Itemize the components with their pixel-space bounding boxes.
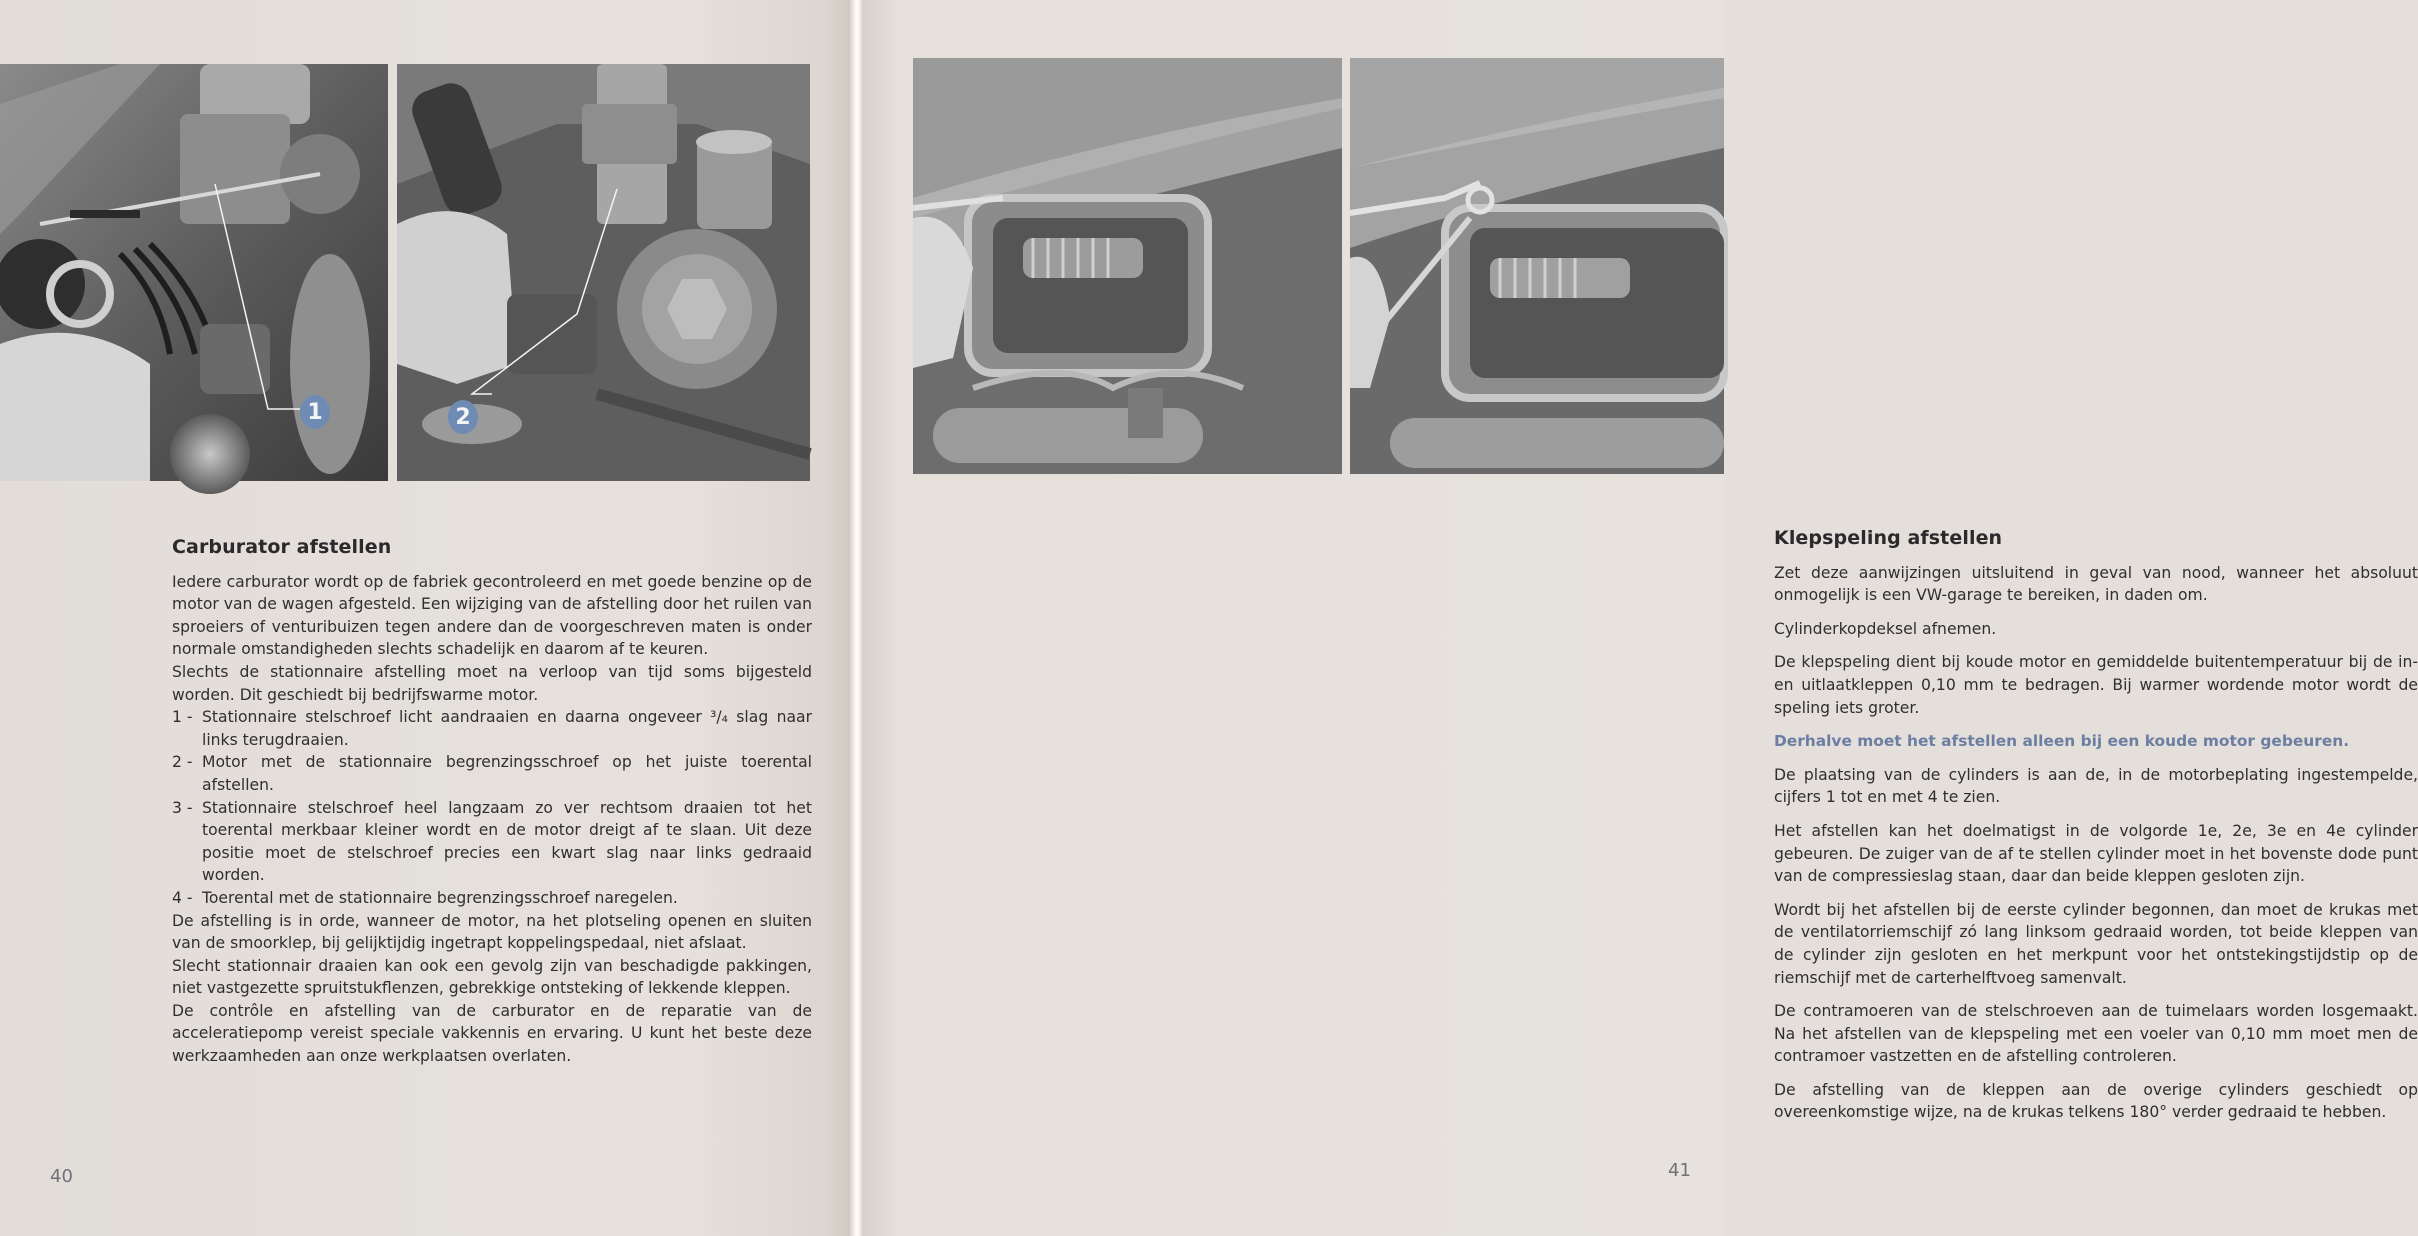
paragraph: De plaatsing van de cylinders is aan de, in de motorbeplating ingestempelde, cijfers 1 tot en met 4 te zien.: [1774, 765, 2418, 807]
section-heading: Carburator afstellen: [172, 536, 392, 558]
paragraph: De afstelling is in orde, wanneer de motor, na het plotseling openen en sluiten van de smoorklep, bij gelijktijdig ingetrapt koppelingspedaal, niet afslaat.: [172, 911, 812, 953]
step-text: Stationnaire stelschroef heel langzaam zo ver rechtsom draaien tot het toerental merkbaar kleiner wordt en de motor dreigt af te slaan. Uit deze positie moet de stelschroef precies een kwart slag naar links gedraaid worden.: [202, 798, 812, 885]
section-heading: Klepspeling afstellen: [1774, 527, 2003, 549]
engine-illustration: [0, 64, 388, 481]
step-item: [172, 887, 812, 910]
step-text: Motor met de stationnaire begrenzingsschroef op het juiste toerental afstellen.: [202, 753, 812, 794]
highlight-note: Derhalve moet het afstellen alleen bij een koude motor gebeuren.: [1774, 732, 2350, 751]
paragraph: Iedere carburator wordt op de fabriek gecontroleerd en met goede benzine op de motor van de wagen afgesteld. Een wijziging van de afstelling door het ruilen van sproeiers of venturibuizen tegen andere dan de voorgeschreven maten is onder normale omstandigheden slechts schadelijk en daarom af te keuren.: [172, 572, 812, 659]
photo-valve-adjust-right: [1350, 58, 1724, 474]
paragraph: Cylinderkopdeksel afnemen.: [1774, 619, 1997, 638]
paragraph: Wordt bij het afstellen bij de eerste cylinder begonnen, dan moet de krukas met de ventilatorriemschijf zó lang linksom gedraaid worden, tot beide kleppen van de cylinder zijn gesloten en het merkpunt voor het ontstekingstijdstip op de riemschijf met de carterhelftvoeg samenvalt.: [1774, 900, 2418, 987]
page-number-right: 41: [1668, 1160, 1691, 1181]
paragraph: De afstelling van de kleppen aan de overige cylinders geschiedt op overeenkomstige wijze, na de krukas telkens 180° verder gedraaid te hebben.: [1774, 1080, 2418, 1122]
step-number: 3 -: [172, 798, 193, 817]
callout-badge-2: [448, 400, 478, 434]
valve-clearance-section: [1774, 527, 2418, 1135]
photo-carburetor-left: [0, 64, 388, 481]
callout-badge-1: [300, 395, 330, 429]
step-number: 1 -: [172, 708, 193, 727]
right-page: [862, 0, 2418, 1236]
step-number: 2 -: [172, 753, 193, 772]
callout-number: 1: [307, 399, 323, 425]
paragraph: Slecht stationnair draaien kan ook een gevolg zijn van beschadigde pakkingen, niet vastgezette spruitstukflenzen, gebrekkige ontsteking of lekkende kleppen.: [172, 956, 812, 998]
step-number: 4 -: [172, 888, 193, 907]
valve-illustration: [1350, 58, 1724, 474]
paragraph: De klepspeling dient bij koude motor en gemiddelde buitentemperatuur bij de in- en uitlaatkleppen 0,10 mm te bedragen. Bij warmer wordende motor wordt de speling iets groter.: [1774, 653, 2418, 717]
left-page: [0, 0, 852, 1236]
step-text: Stationnaire stelschroef licht aandraaien en daarna ongeveer ³/₄ slag naar links terugdraaien.: [202, 708, 812, 749]
paragraph: De contrôle en afstelling van de carburator en de reparatie van de acceleratiepomp vereist speciale vakkennis en ervaring. U kunt het beste deze werkzaamheden aan onze werkplaatsen overlaten.: [172, 1001, 812, 1066]
callout-number: 2: [455, 404, 471, 430]
step-item: [172, 751, 812, 796]
paragraph: Het afstellen kan het doelmatigst in de volgorde 1e, 2e, 3e en 4e cylinder gebeuren. De zuiger van de af te stellen cylinder moet in het bovenste dode punt van de compressieslag staan, daar dan beide kleppen gesloten zijn.: [1774, 821, 2418, 886]
valve-illustration: [913, 58, 1342, 474]
paragraph: De contramoeren van de stelschroeven aan de tuimelaars worden losgemaakt. Na het afstellen van de klepspeling met een voeler van 0,10 mm moet men de contramoer vastzetten en de afstelling controleren.: [1774, 1002, 2418, 1066]
step-item: [172, 797, 812, 887]
photo-valve-adjust-left: [913, 58, 1342, 474]
paragraph: Slechts de stationnaire afstelling moet na verloop van tijd soms bijgesteld worden. Dit geschiedt bij bedrijfswarme motor.: [172, 662, 812, 704]
step-text: Toerental met de stationnaire begrenzingsschroef naregelen.: [202, 888, 678, 907]
step-item: [172, 706, 812, 751]
paragraph: Zet deze aanwijzingen uitsluitend in geval van nood, wanneer het absoluut onmogelijk is een VW-garage te bereiken, in daden om.: [1774, 563, 2418, 605]
page-number-left: 40: [50, 1166, 73, 1187]
carburetor-section: [172, 536, 812, 1068]
